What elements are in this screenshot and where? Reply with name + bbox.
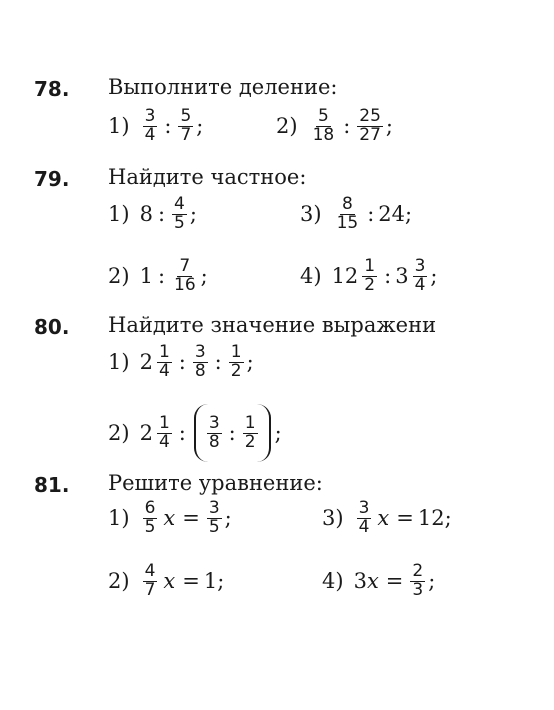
problem-81-item-2 <box>108 563 224 600</box>
semicolon: ; <box>189 202 197 227</box>
right-hand-side: 12 <box>417 506 445 531</box>
problem-79-title: Найдите частное: <box>108 165 307 189</box>
division-sign: : <box>178 421 186 445</box>
coefficient: 3 <box>353 569 367 594</box>
problem-78-item-1 <box>108 108 203 145</box>
fraction: $\frac{3}{4}$ <box>414 256 426 295</box>
fraction: $\frac{1}{4}$ <box>158 342 170 381</box>
division-sign: : <box>343 114 351 139</box>
fraction: $\frac{6}{5}$ <box>144 498 156 537</box>
item-label: 2) <box>108 569 130 594</box>
whole-number: 24 <box>378 202 406 227</box>
semicolon: ; <box>428 569 436 594</box>
problem-81-item-4 <box>322 563 435 600</box>
semicolon: ; <box>200 264 208 289</box>
fraction: $\frac{4}{5}$ <box>174 194 185 233</box>
fraction: $\frac{3}{8}$ <box>208 412 220 452</box>
whole-number: 1 <box>139 264 153 289</box>
item-label: 3) <box>300 202 322 227</box>
variable-x: x <box>163 569 176 594</box>
problem-81-title: Решите уравнение: <box>108 471 323 495</box>
division-sign: : <box>157 202 166 227</box>
fraction: $\frac{3}{5}$ <box>208 498 220 537</box>
item-label: 2) <box>276 114 298 139</box>
problem-80-number: 80. <box>34 315 70 339</box>
semicolon: ; <box>385 114 393 139</box>
fraction: $\frac{2}{3}$ <box>412 561 424 600</box>
item-label: 3) <box>322 506 344 531</box>
item-label: 2) <box>108 421 130 445</box>
problem-78-number: 78. <box>34 77 70 101</box>
item-label: 4) <box>300 264 322 289</box>
division-sign: : <box>384 264 392 289</box>
fraction: $\frac{4}{7}$ <box>144 561 156 600</box>
problem-81-item-1 <box>108 500 232 537</box>
fraction: $\frac{1}{2}$ <box>244 412 256 452</box>
fraction: $\frac{25}{27}$ <box>359 106 381 145</box>
problem-80-item-2 <box>108 404 282 462</box>
fraction: $\frac{1}{4}$ <box>158 412 170 452</box>
division-sign: : <box>214 350 222 375</box>
fraction: $\frac{1}{2}$ <box>230 342 242 381</box>
problem-78-title: Выполните деление: <box>108 75 338 99</box>
division-sign: : <box>178 350 186 375</box>
problem-79-number: 79. <box>34 167 70 191</box>
fraction: $\frac{1}{2}$ <box>364 256 376 295</box>
semicolon: ; <box>246 350 254 375</box>
problem-80-item-1 <box>108 344 254 381</box>
whole-number: 2 <box>139 350 153 375</box>
semicolon: ; <box>274 421 282 445</box>
variable-x: x <box>366 569 379 594</box>
division-sign: : <box>157 264 166 289</box>
semicolon: ; <box>224 506 232 531</box>
fraction: $\frac{7}{16}$ <box>174 256 196 295</box>
fraction: $\frac{8}{15}$ <box>336 194 359 233</box>
right-hand-side: 1 <box>203 569 218 594</box>
whole-number: 2 <box>139 421 153 445</box>
item-label: 4) <box>322 569 344 594</box>
whole-number: 12 <box>331 264 359 289</box>
item-label: 1) <box>108 350 130 375</box>
semicolon: ; <box>430 264 438 289</box>
item-label: 1) <box>108 202 130 227</box>
fraction: $\frac{3}{4}$ <box>358 498 370 537</box>
semicolon: ; <box>196 114 204 139</box>
problem-79-item-2 <box>108 258 208 295</box>
fraction: $\frac{5}{7}$ <box>180 106 192 145</box>
equals-sign: = <box>182 569 200 594</box>
problem-79-item-4 <box>300 258 437 295</box>
equals-sign: = <box>385 569 404 594</box>
fraction: $\frac{3}{4}$ <box>144 106 156 145</box>
problem-80-title: Найдите значение выражени <box>108 313 437 337</box>
parentheses <box>194 404 271 462</box>
fraction: $\frac{5}{18}$ <box>312 106 335 145</box>
fraction: $\frac{3}{8}$ <box>194 342 206 381</box>
equals-sign: = <box>182 506 200 531</box>
problem-81-item-3 <box>322 500 452 537</box>
semicolon: ; <box>217 569 225 594</box>
item-label: 1) <box>108 114 130 139</box>
problem-78-item-2 <box>276 108 393 145</box>
semicolon: ; <box>444 506 452 531</box>
equals-sign: = <box>396 506 414 531</box>
problem-79-item-3 <box>300 196 412 233</box>
division-sign: : <box>164 114 172 139</box>
variable-x: x <box>163 506 176 531</box>
item-label: 2) <box>108 264 130 289</box>
whole-number: 3 <box>395 264 409 289</box>
semicolon: ; <box>405 202 413 227</box>
division-sign: : <box>228 421 236 445</box>
item-label: 1) <box>108 506 130 531</box>
whole-number: 8 <box>139 202 153 227</box>
variable-x: x <box>377 506 390 531</box>
division-sign: : <box>367 202 375 227</box>
problem-79-item-1 <box>108 196 197 233</box>
problem-81-number: 81. <box>34 473 70 497</box>
